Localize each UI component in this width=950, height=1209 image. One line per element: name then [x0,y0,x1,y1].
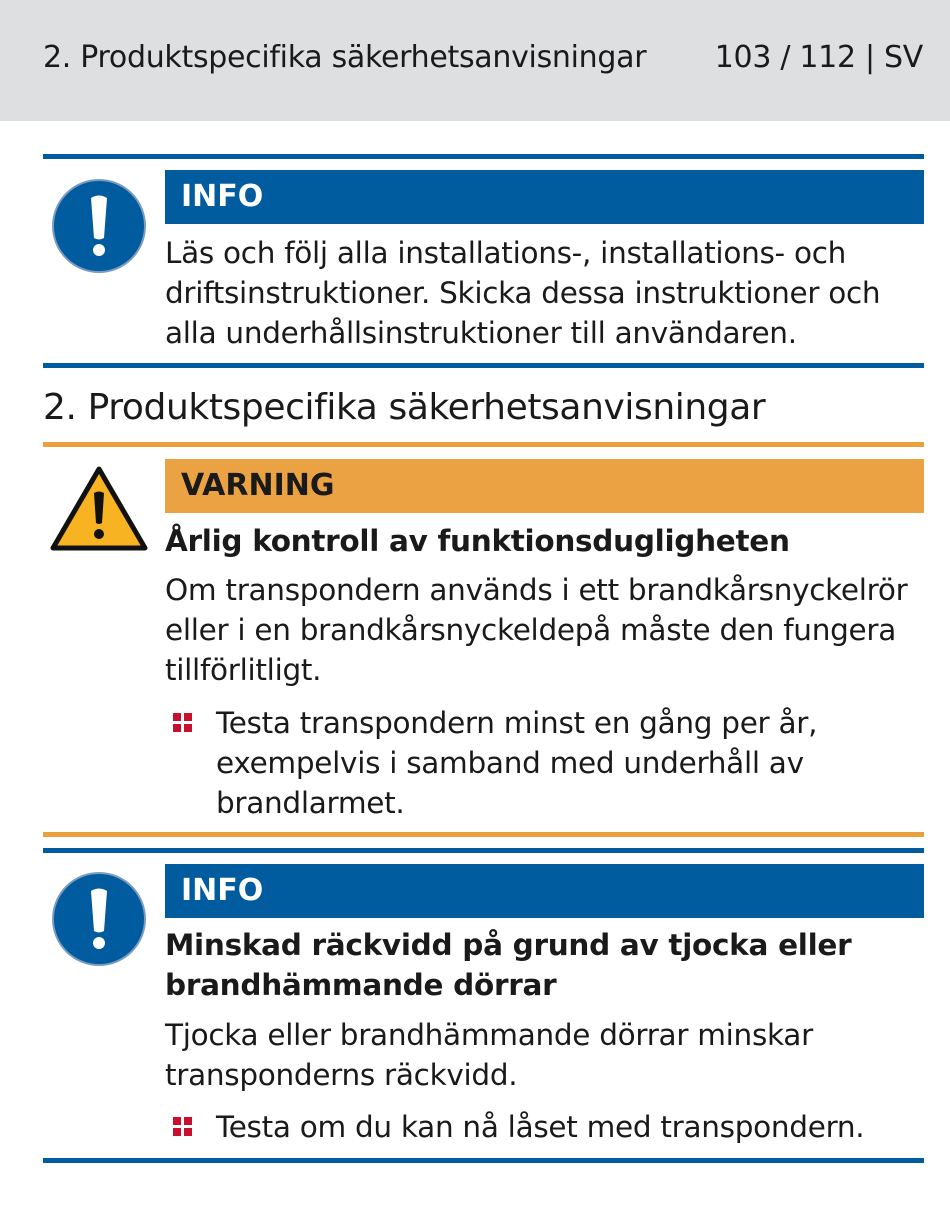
info-banner: INFO [165,170,924,224]
warning-triangle-icon [50,465,148,551]
bullet-icon [173,713,193,733]
warning-box-bottom-rule [43,832,924,837]
page-header [0,0,950,121]
info-box-top-rule [43,154,924,159]
page-number: 103 / 112 | SV [714,40,923,75]
bullet-icon [173,1117,193,1137]
info-banner-2: INFO [165,864,924,918]
warning-bullet-text: Testa transpondern minst en gång per år, exempelvis i samband med underhåll av brandlarmet. [216,706,818,820]
warning-banner: VARNING [165,459,924,513]
info-2-bullet-text: Testa om du kan nå låset med transpondern. [216,1110,865,1144]
info-box-2-bottom-rule [43,1158,924,1163]
exclamation-circle-icon [51,871,147,967]
section-heading: 2. Produktspecifika säkerhetsanvisningar [43,387,766,428]
header-title: 2. Produktspecifika säkerhetsanvisningar [43,40,647,75]
exclamation-circle-icon [51,178,147,274]
info-2-text: Tjocka eller brandhämmande dörrar minskar transponderns räckvidd. [165,1018,813,1092]
info-box-2-top-rule [43,848,924,853]
warning-text: Om transpondern används i ett brandkårsnyckelrör eller i en brandkårsnyckeldepå måste den fungera tillförlitligt. [165,573,908,687]
info-text: Läs och följ alla installations-, installations- och driftsinstruktioner. Skicka dessa instruktioner och alla underhållsinstruktioner till användaren. [165,236,881,350]
info-box-bottom-rule [43,363,924,368]
info-2-title: Minskad räckvidd på grund av tjocka eller brandhämmande dörrar [165,928,852,1002]
warning-title: Årlig kontroll av funktionsdugligheten [165,524,790,558]
warning-box-top-rule [43,442,924,447]
